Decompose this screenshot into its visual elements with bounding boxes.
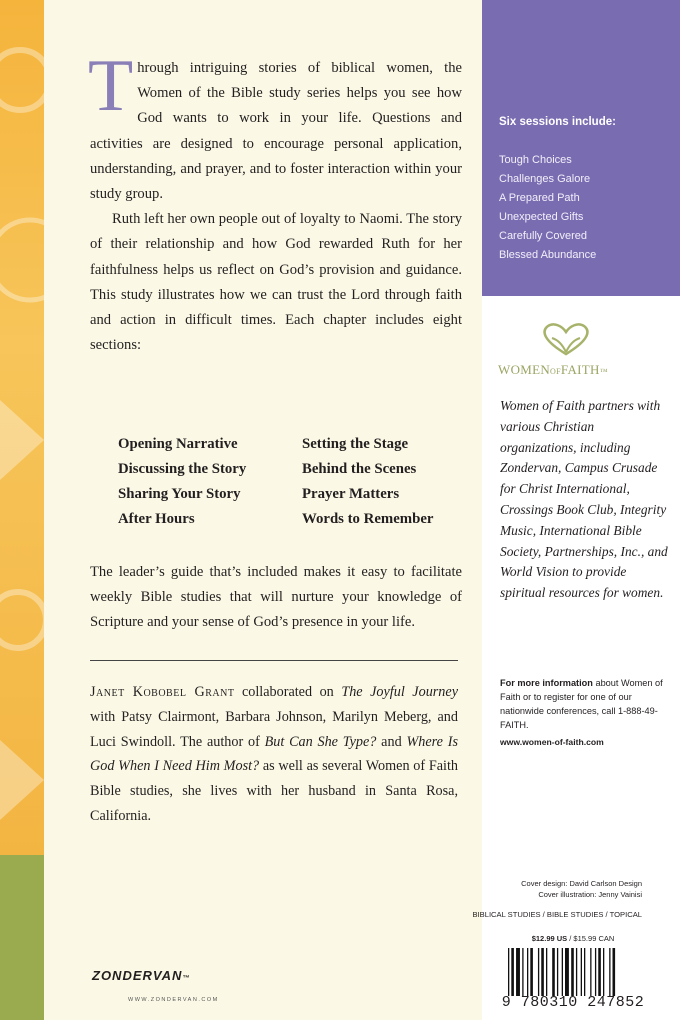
price-label: $12.99 US / $15.99 CAN (531, 934, 615, 943)
spine-orange-panel (0, 0, 44, 855)
section-item: Opening Narrative (118, 436, 238, 452)
barcode-bar (603, 948, 604, 996)
cover-credits (482, 878, 642, 900)
barcode-bar (613, 948, 616, 996)
spine-pattern-icon (0, 0, 44, 855)
barcode-bar (565, 948, 569, 996)
barcode-bar (527, 948, 528, 996)
leaders-guide-text: The leader’s guide that’s included makes it easy to facilitate weekly Bible studies that will nurture your knowledge of Scripture and your sense of God’s presence in your life. (90, 564, 462, 631)
session-item: A Prepared Path (499, 192, 580, 204)
barcode-bar (584, 948, 585, 996)
sessions-panel (482, 0, 680, 296)
section-item: Behind the Scenes (302, 461, 417, 477)
barcode-bar (576, 948, 577, 996)
publisher-url: WWW.ZONDERVAN.COM (128, 997, 219, 1003)
barcode-bar (530, 948, 533, 996)
barcode-bar (511, 948, 514, 996)
women-of-faith-logo: WOMENOFFAITH™ (498, 362, 608, 377)
barcode-bar (598, 948, 601, 996)
sessions-list (499, 151, 596, 265)
barcode-bar (538, 948, 539, 996)
session-item: Challenges Galore (499, 173, 591, 185)
barcode-bar (522, 948, 523, 996)
chapter-sections-list (118, 435, 458, 529)
intro-text (88, 45, 462, 358)
barcode-bar (508, 948, 509, 996)
book-title: Where Is God When I Need Him Most? (90, 733, 458, 775)
barcode-bar (516, 948, 520, 996)
section-item: Setting the Stage (302, 436, 409, 452)
barcode-icon (508, 948, 644, 996)
publisher-logo: ZONDERVAN™ (92, 968, 191, 983)
barcode-bar (541, 948, 544, 996)
heart-logo-icon (536, 318, 596, 358)
barcode-bar (609, 948, 610, 996)
section-item: Sharing Your Story (118, 486, 241, 502)
section-item: Prayer Matters (302, 486, 400, 502)
right-column (472, 0, 680, 1020)
barcode-bar (557, 948, 558, 996)
cover-design-credit: Cover design: David Carlson Design (521, 879, 642, 888)
women-of-faith-website: www.women-of-faith.com (500, 737, 604, 747)
author-bio: Janet Kobobel Grant collaborated on The Joyful Journey with Patsy Clairmont, Barbara Johnson, Marilyn Meberg, and Luci Swindoll. The author of But Can She Type? and Where Is God When I Need Him Most? as well as several Women of Faith Bible studies, she lives with her husband in Santa Rosa, California. (90, 684, 458, 824)
book-title: The Joyful Journey (341, 684, 458, 700)
barcode-bar (595, 948, 596, 996)
intro-paragraph-1: Through intriguing stories of biblical women, the Women of the Bible study series helps you see how God wants to work in your life. Questions and activities are designed to encourage personal application, understanding, and prayer, and to foster interaction within your study group. (88, 45, 462, 203)
barcode-box (496, 932, 650, 1016)
barcode-bar (581, 948, 582, 996)
women-of-faith-blurb: Women of Faith partners with various Christian organizations, including Zondervan, Campus Crusade for Christ International, Crossings Book Club, Integrity Music, International Bible Society, Partnerships, Inc., and World Vision to provide spiritual resources for women. (500, 398, 668, 601)
barcode-bar (546, 948, 547, 996)
drop-cap: T (88, 45, 134, 127)
cover-illustration-credit: Cover illustration: Jenny Vainisi (538, 890, 642, 899)
more-information-text: For more information about Women of Faith or to register for one of our nationwide conferences, call 1-888-49-FAITH. (500, 678, 663, 730)
barcode-bar (590, 948, 591, 996)
divider (90, 660, 458, 661)
section-item: Discussing the Story (118, 461, 247, 477)
session-item: Blessed Abundance (499, 249, 597, 261)
section-item: After Hours (118, 511, 195, 527)
session-item: Carefully Covered (499, 230, 588, 242)
barcode-bar (571, 948, 574, 996)
author-name: Janet Kobobel Grant (90, 684, 235, 700)
sessions-heading: Six sessions include: (499, 116, 616, 128)
intro-paragraph-2: Ruth left her own people out of loyalty to Naomi. The story of their relationship and how God rewarded Ruth for her faithfulness helps us reflect on God’s provision and guidance. This study illustrates how we can trust the Lord through faith and action in difficult times. Each chapter includes eight sections: (90, 211, 462, 354)
barcode-bar (562, 948, 563, 996)
session-item: Tough Choices (499, 154, 572, 166)
book-title: But Can She Type? (264, 733, 377, 750)
barcode-bar (552, 948, 555, 996)
main-text-column (44, 0, 482, 1020)
isbn-number: 9 780310 247852 (501, 994, 645, 1011)
session-item: Unexpected Gifts (499, 211, 584, 223)
category-label: BIBLICAL STUDIES / BIBLE STUDIES / TOPICAL (472, 910, 642, 919)
spine-green-panel (0, 855, 44, 1020)
section-item: Words to Remember (302, 511, 434, 527)
